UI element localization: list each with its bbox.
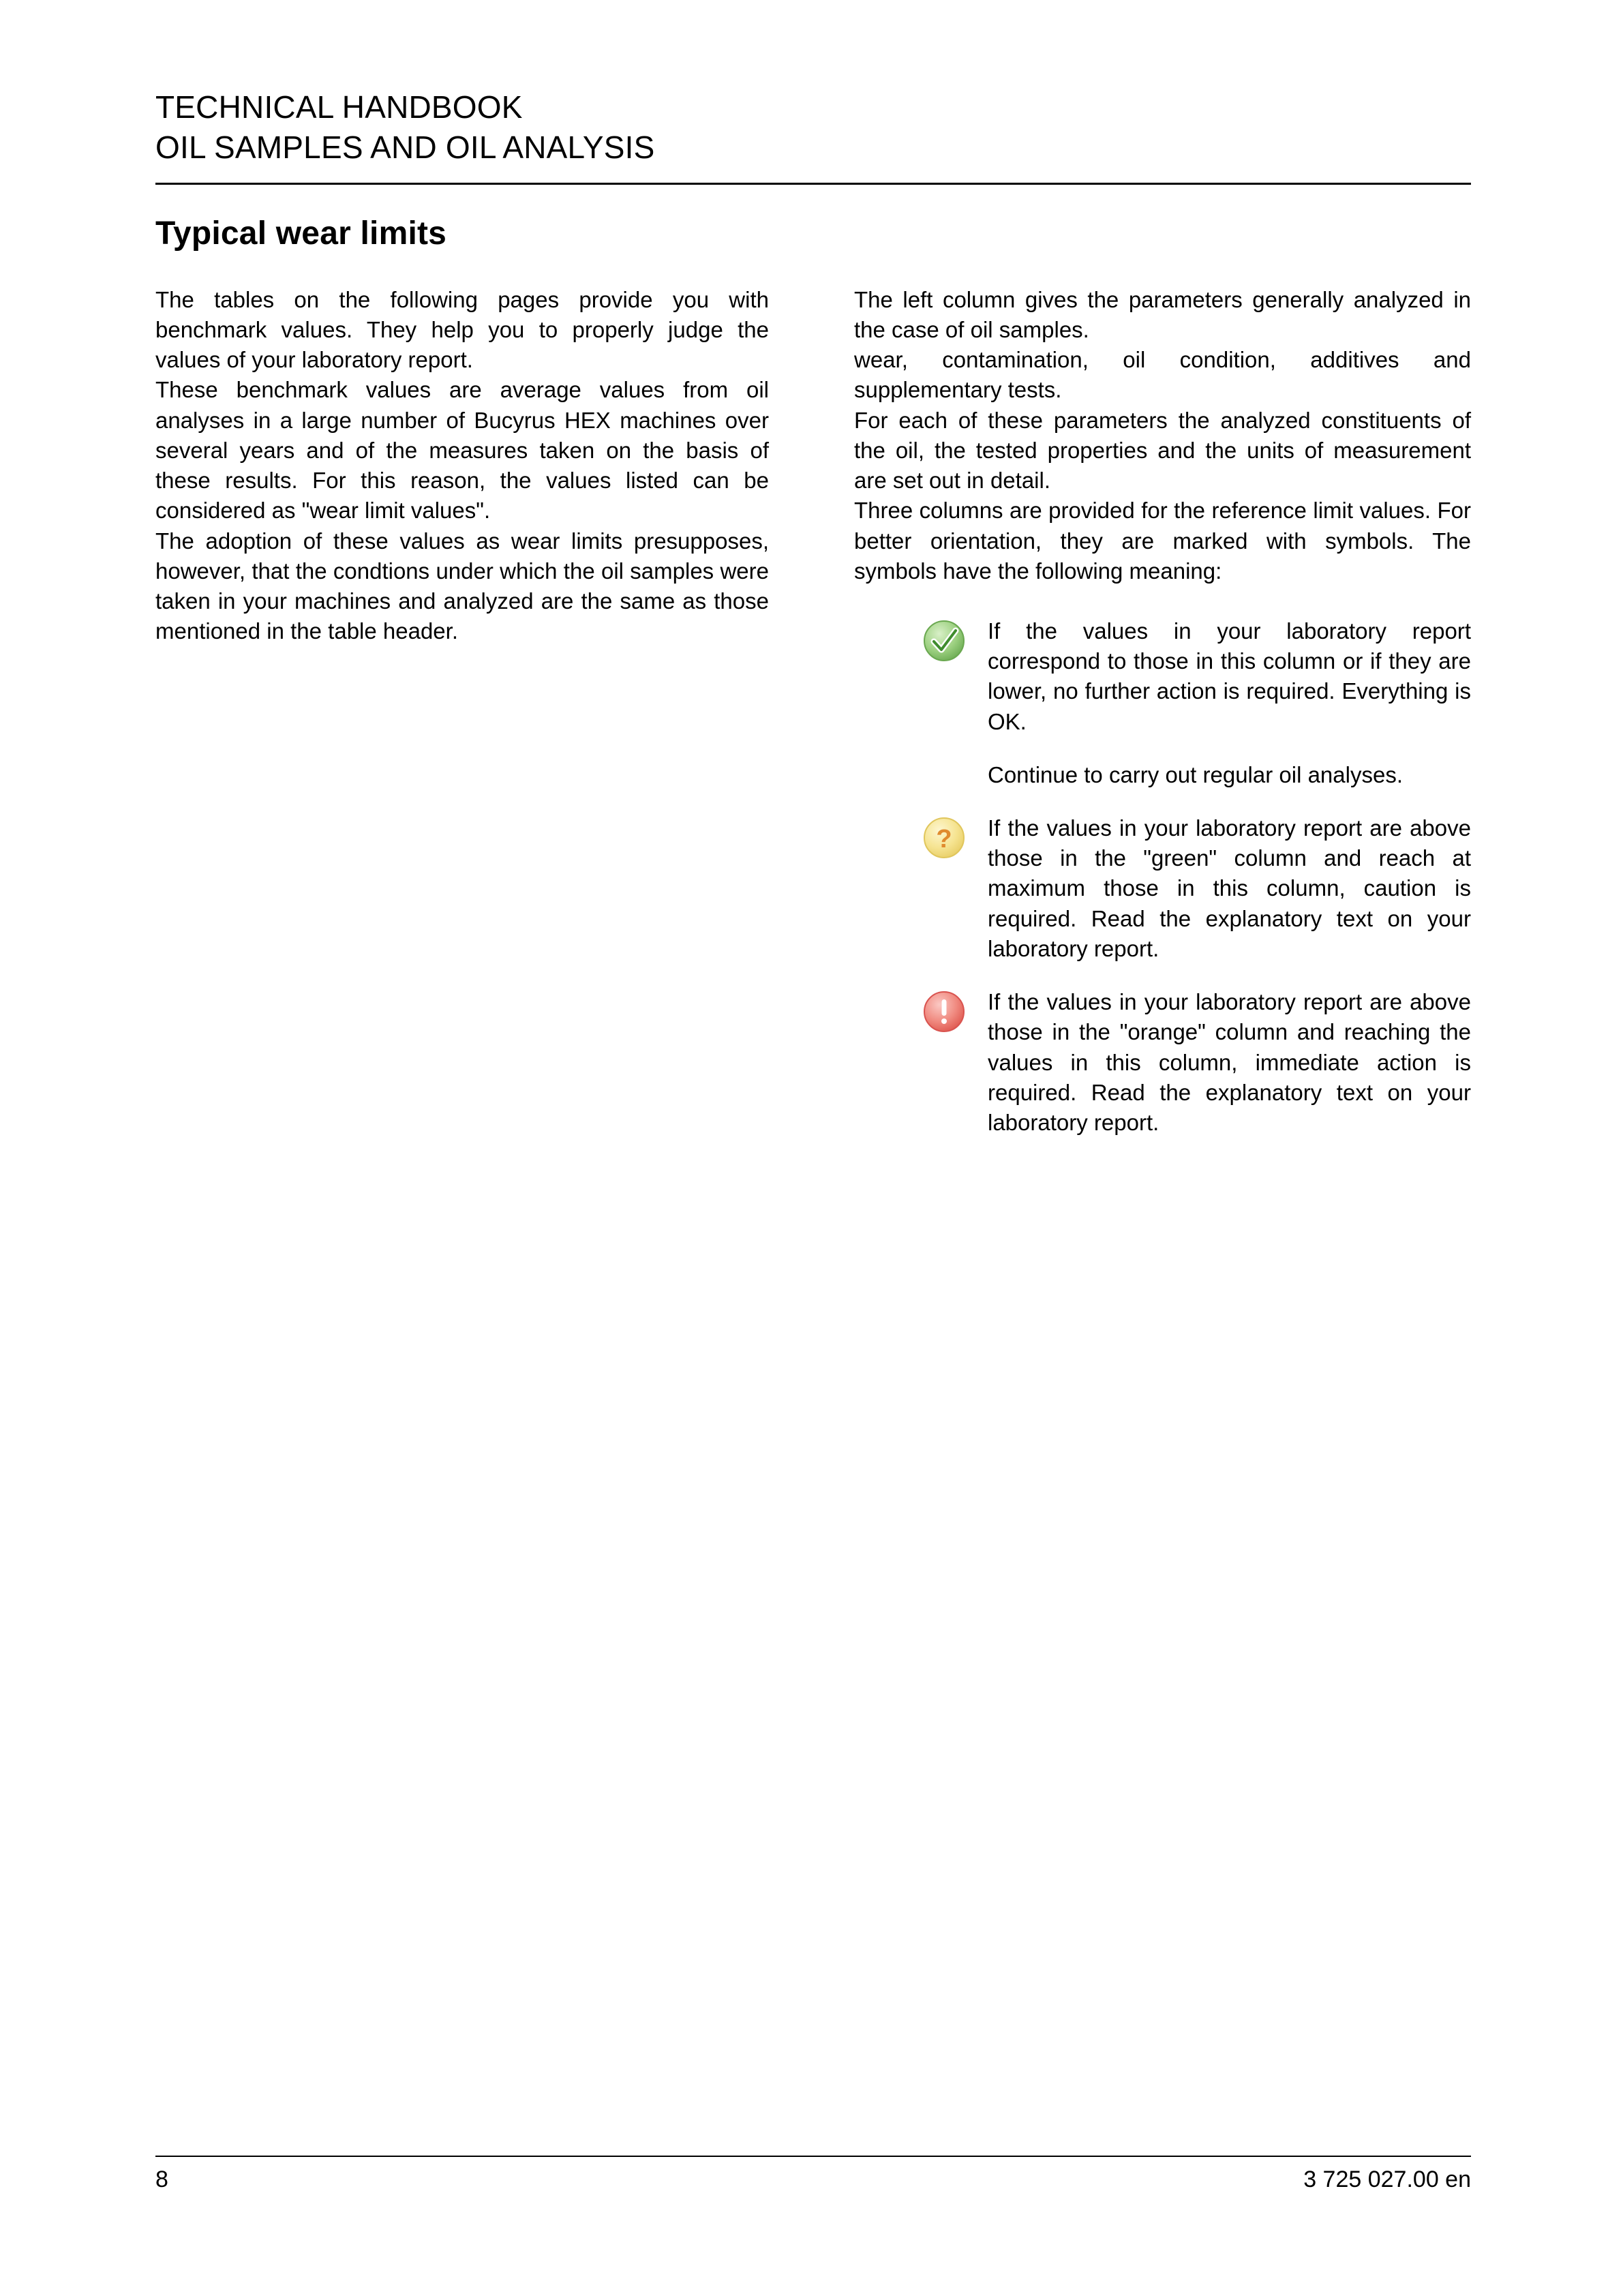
- red-exclamation-icon: [922, 987, 988, 1033]
- footer-divider: [155, 2156, 1471, 2157]
- legend-text-continue: Continue to carry out regular oil analyses.: [988, 761, 1403, 787]
- left-paragraph-2: These benchmark values are average values from oil analyses in a large number of Bucyrus HEX machines over several years and of the measures taken on the basis of these results. For this reason, the values listed can be considered as "wear limit values".: [155, 377, 769, 524]
- legend-item-red: [922, 987, 1471, 1138]
- document-number: 3 725 027.00 en: [1303, 2166, 1471, 2192]
- left-column: [155, 285, 769, 1161]
- page-title: Typical wear limits: [155, 215, 447, 252]
- document-header: [155, 87, 1471, 168]
- left-paragraph-1: The tables on the following pages provide you with benchmark values. They help you to properly judge the values of your laboratory report.: [155, 286, 769, 373]
- yellow-question-icon: [922, 813, 988, 860]
- page-content: [155, 87, 1471, 1161]
- green-check-icon: [922, 616, 988, 663]
- legend-item-continue: [922, 760, 1471, 790]
- legend-text-red: If the values in your laboratory report are above those in the "orange" column and reaching the values in this column, immediate action is required. Read the explanatory text on your laboratory report.: [988, 989, 1471, 1135]
- right-column: [854, 285, 1471, 1161]
- right-paragraph-4: Three columns are provided for the reference limit values. For better orientation, they are marked with symbols. The symbols have the following meaning:: [854, 498, 1471, 584]
- legend-text-orange: If the values in your laboratory report are above those in the "green" column and reach at maximum those in this column, caution is required. Read the explanatory text on your laboratory report.: [988, 815, 1471, 961]
- legend-spacer: [922, 760, 988, 790]
- page-number: 8: [155, 2166, 168, 2192]
- svg-text:?: ?: [936, 825, 952, 854]
- symbol-legend: [854, 616, 1471, 1138]
- page-footer: [155, 2156, 1471, 2193]
- legend-item-orange: [922, 813, 1471, 964]
- legend-item-green: [922, 616, 1471, 737]
- right-paragraph-1: The left column gives the parameters generally analyzed in the case of oil samples.: [854, 286, 1471, 342]
- right-paragraph-3: For each of these parameters the analyzed constituents of the oil, the tested properties and the units of measurement are set out in detail.: [854, 407, 1471, 494]
- left-paragraph-3: The adoption of these values as wear limits presupposes, however, that the condtions under which the oil samples were taken in your machines and analyzed are the same as those mentioned in the table header.: [155, 528, 769, 644]
- legend-text-green: If the values in your laboratory report correspond to those in this column or if they are lower, no further action is required. Everything is OK.: [988, 618, 1471, 734]
- header-line-1: TECHNICAL HANDBOOK: [155, 89, 523, 125]
- two-column-body: [155, 285, 1471, 1161]
- header-line-2: OIL SAMPLES AND OIL ANALYSIS: [155, 129, 655, 165]
- header-divider: [155, 183, 1471, 185]
- right-paragraph-2: wear, contamination, oil condition, additives and supplementary tests.: [854, 347, 1471, 403]
